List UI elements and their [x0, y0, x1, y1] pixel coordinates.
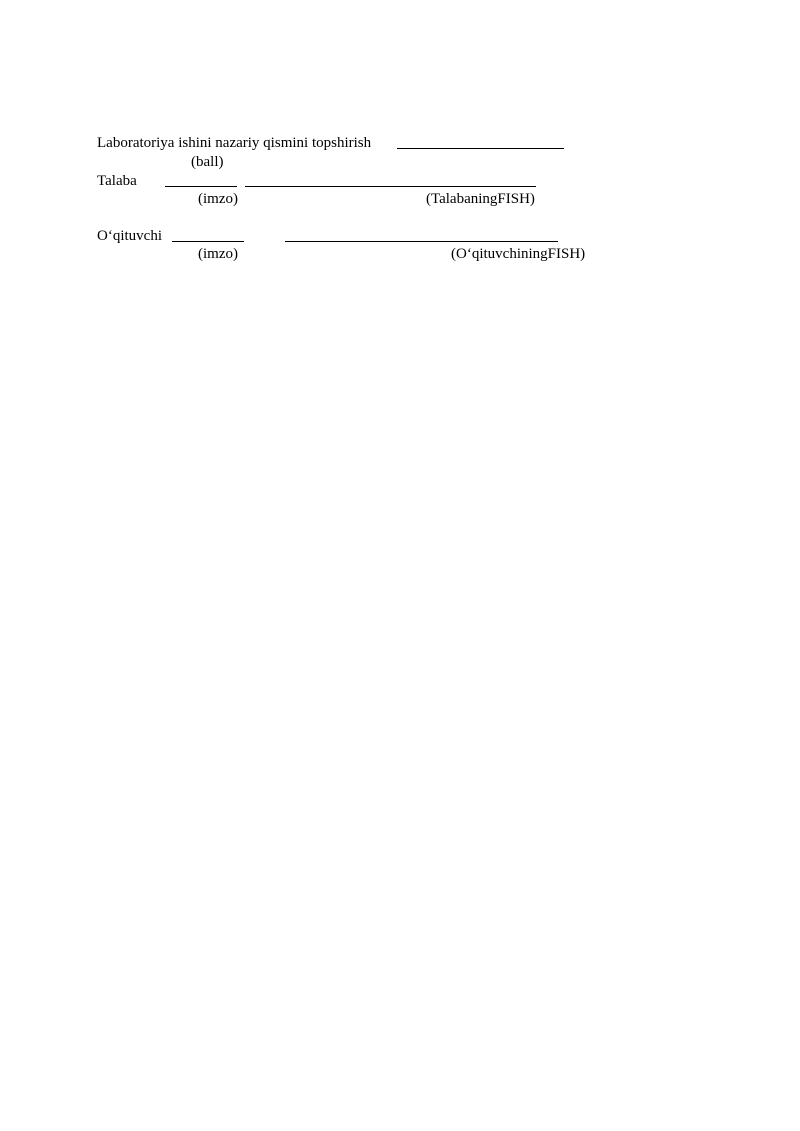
teacher-signature-caption: (imzo) — [198, 246, 238, 262]
teacher-signature-line — [172, 241, 244, 242]
score-blank-line — [397, 148, 564, 149]
score-label: Laboratoriya ishini nazariy qismini topshirish — [97, 135, 372, 151]
teacher-name-line — [285, 241, 558, 242]
student-name-caption: (TalabaningFISH) — [426, 191, 535, 207]
student-signature-line — [165, 186, 237, 187]
student-label: Talaba — [97, 173, 137, 189]
teacher-label: O‘qituvchi — [97, 228, 162, 244]
student-name-line — [245, 186, 536, 187]
teacher-name-caption: (O‘qituvchiningFISH) — [451, 246, 586, 262]
student-signature-caption: (imzo) — [198, 191, 238, 207]
score-caption: (ball) — [191, 154, 224, 170]
